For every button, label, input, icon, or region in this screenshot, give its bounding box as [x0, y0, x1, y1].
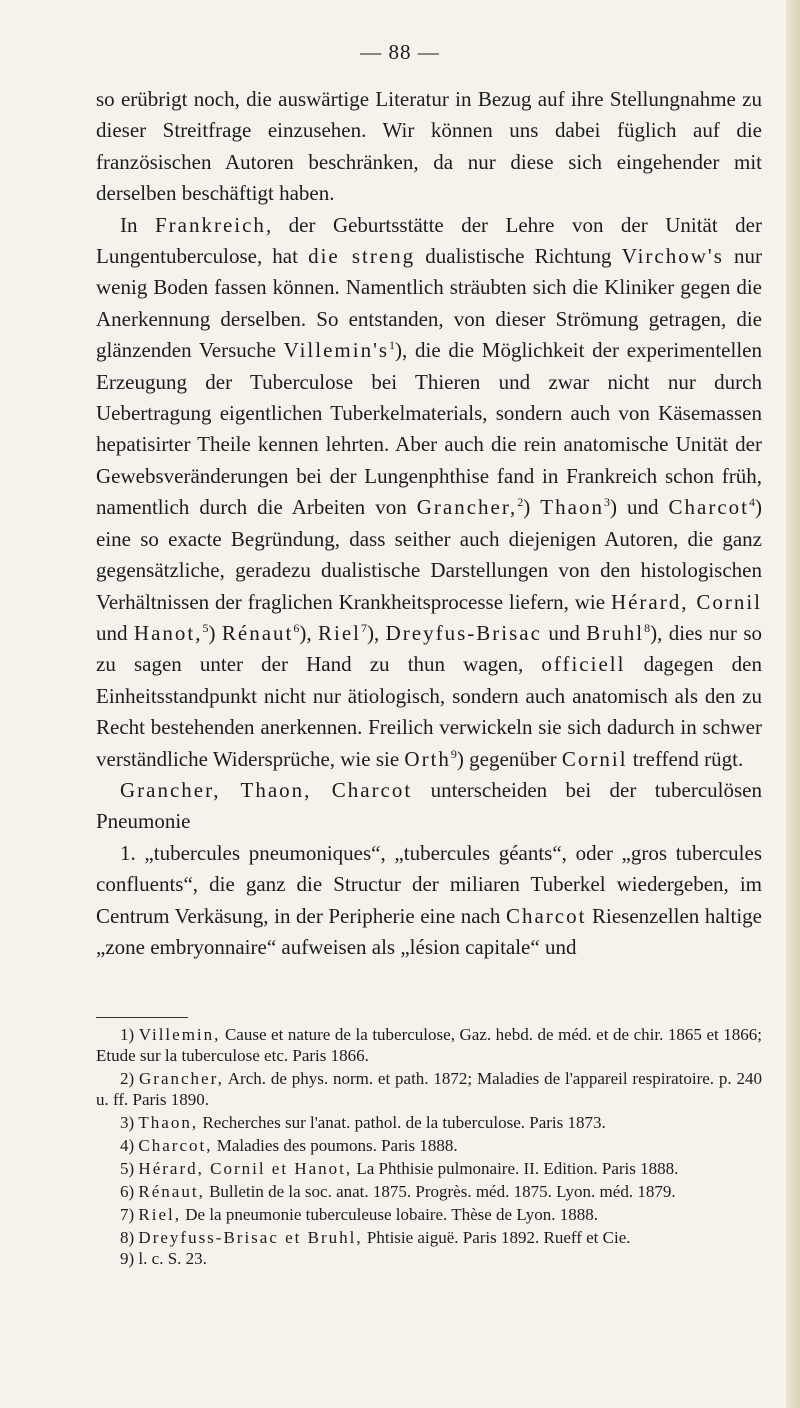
footnote-rule — [96, 1017, 188, 1018]
footnote-author: Dreyfuss-Brisac et Bruhl, — [138, 1228, 363, 1247]
footnote-author: Villemin, — [138, 1025, 221, 1044]
footnote-text: Bulletin de la soc. anat. 1875. Progrès. méd. 1875. Lyon. méd. 1879. — [204, 1182, 676, 1201]
text-run: ) gegenüber — [456, 746, 562, 771]
footnote-number: 7) — [120, 1205, 135, 1224]
footnote-3 — [96, 1112, 762, 1133]
text-run: ) eine so exacte Begründung, dass seither auch diejenigen Autoren, die ganz gegensätzliche, geradezu dualistische Darstellungen von den histologischen Verhältnissen der fraglichen Krankheitsprocesse liefern, wie — [96, 495, 762, 614]
author-virchow: Virchow's — [621, 244, 724, 269]
author-thaon: Thaon — [540, 495, 604, 520]
footnote-number: 6) — [120, 1182, 135, 1201]
text-run: ), — [299, 620, 318, 645]
text-run: ) — [523, 495, 541, 520]
footnote-ref-2: 2 — [517, 495, 524, 510]
paragraph-2 — [96, 210, 762, 775]
text-run: In — [120, 212, 155, 237]
author-riel: Riel — [318, 620, 361, 645]
footnote-6 — [96, 1181, 762, 1202]
author-grancher: Grancher, — [416, 495, 518, 520]
paragraph-4 — [96, 838, 762, 964]
footnote-ref-5: 5 — [202, 620, 209, 635]
text-run: dualistische Richtung — [415, 244, 622, 269]
footnote-text: De la pneumonie tuberculeuse lobaire. Thèse de Lyon. 1888. — [181, 1205, 599, 1224]
text-run: Riesenzellen haltige „zone embryonnaire“ aufweisen als „lésion capitale“ und — [96, 903, 762, 959]
emphasis-streng: die streng — [308, 244, 416, 269]
footnote-text: Phtisie aiguë. Paris 1892. Rueff et Cie. — [362, 1228, 631, 1247]
text-run: , der Geburtsstätte der Lehre von der Unität der Lungentuberculose, hat — [96, 212, 762, 269]
footnote-ref-9: 9 — [450, 746, 457, 761]
paragraph-1-text: so erübrigt noch, die auswärtige Literatur in Bezug auf ihre Stellungnahme zu dieser Streitfrage einzusehen. Wir können uns dabei füglich auf die französischen Autoren beschränken, da nur diese sich eingehender mit derselben beschäftigt haben. — [96, 87, 762, 206]
footnote-author: Riel, — [138, 1205, 182, 1224]
footnote-4 — [96, 1135, 762, 1156]
author-bruhl: Bruhl — [586, 620, 645, 645]
footnote-5 — [96, 1158, 762, 1179]
footnote-ref-6: 6 — [293, 620, 300, 635]
text-run: und — [96, 620, 134, 645]
page-number: — 88 — — [360, 40, 440, 64]
text-run: dagegen den Einheitsstandpunkt nicht nur ätiologisch, sondern auch anatomisch als den zu Recht bestehenden anerkennen. Freilich verwickeln sie sich dadurch in schwer verständliche Widersprüche, wie sie — [96, 652, 762, 771]
author-orth: Orth — [404, 746, 451, 771]
footnote-author: Rénaut, — [138, 1182, 205, 1201]
text-run: unterscheiden bei der tuberculösen Pneumonie — [96, 777, 762, 834]
footnote-number: 1) — [120, 1025, 135, 1044]
author-renaut: Rénaut — [221, 620, 294, 645]
author-herard-cornil: Hérard, Cornil — [610, 589, 762, 614]
author-villemin: Villemin's — [283, 338, 390, 363]
authors-grancher-thaon-charcot: Grancher, Thaon, Charcot — [120, 777, 413, 802]
footnote-author: Thaon, — [138, 1113, 199, 1132]
footnote-text: Maladies des poumons. Paris 1888. — [212, 1136, 458, 1155]
footnote-text: Cause et nature de la tuberculose, Gaz. hebd. de méd. et de chir. 1865 et 1866; Etude sur la tuberculose etc. Paris 1866. — [96, 1025, 762, 1065]
footnote-number: 5) — [120, 1159, 135, 1178]
footnote-number: 8) — [120, 1228, 135, 1247]
footnote-text: Arch. de phys. norm. et path. 1872; Maladies de l'appareil respiratoire. p. 240 u. ff. Paris 1890. — [96, 1069, 763, 1109]
text-run: ) und — [609, 495, 669, 520]
footnote-text: Recherches sur l'anat. pathol. de la tuberculose. Paris 1873. — [198, 1113, 606, 1132]
author-charcot: Charcot — [668, 495, 749, 520]
text-run: ), dies nur so zu sagen unter der Hand zu thun wagen, — [96, 620, 762, 677]
footnote-author: Grancher, — [139, 1069, 224, 1088]
text-run: und — [541, 620, 587, 645]
text-run: ), die die Möglichkeit der experimentellen Erzeugung der Tuberculose bei Thieren und zwar nicht nur durch Uebertragung eigentlichen Tuberkelmaterials, sondern auch von Käsemassen hepatisirter Theile kennen lehrten. Aber auch die rein anatomische Unität der Gewebsveränderungen bei der Lungenphthise fand in Frankreich schon früh, namentlich durch die Arbeiten von — [96, 338, 762, 520]
text-run: treffend rügt. — [627, 746, 744, 771]
paragraph-3 — [96, 775, 762, 838]
footnote-text: l. c. S. 23. — [134, 1249, 207, 1268]
footnote-ref-3: 3 — [603, 495, 610, 510]
footnote-number: 9) — [120, 1249, 135, 1268]
footnote-ref-8: 8 — [644, 620, 651, 635]
text-run: ), — [367, 620, 386, 645]
country-frankreich: Frankreich — [154, 212, 266, 237]
footnote-7 — [96, 1204, 762, 1225]
text-run: nur wenig Boden fassen können. Namentlich sträubten sich die Kliniker gegen die Anerkennung derselben. So entstanden, von dieser Strömung getragen, die glänzenden Versuche — [96, 244, 762, 363]
footnote-number: 3) — [120, 1113, 135, 1132]
footnote-text: La Phthisie pulmonaire. II. Edition. Paris 1888. — [352, 1159, 679, 1178]
author-charcot-2: Charcot — [505, 903, 587, 928]
author-dreyfus-brisac: Dreyfus-Brisac — [385, 620, 542, 645]
footnote-number: 4) — [120, 1136, 135, 1155]
footnote-ref-7: 7 — [361, 620, 367, 635]
footnote-ref-4: 4 — [749, 495, 755, 510]
footnote-number: 2) — [120, 1069, 135, 1088]
emphasis-officiell: officiell — [541, 652, 626, 677]
author-cornil: Cornil — [561, 746, 628, 771]
footnote-author: Charcot, — [138, 1136, 213, 1155]
text-run: 1. „tubercules pneumoniques“, „tubercules géants“, oder „gros tubercules confluents“, die ganz die Structur der miliaren Tuberkel wiedergeben, im Centrum Verkäsung, in der Peripherie eine nach — [96, 840, 762, 928]
footnote-ref-1: 1 — [389, 338, 396, 353]
footnote-2 — [96, 1068, 762, 1110]
footnote-author: Hérard, Cornil et Hanot, — [138, 1159, 353, 1178]
footnote-8 — [96, 1227, 762, 1248]
text-run: ) — [208, 620, 222, 645]
paragraph-1 — [96, 84, 762, 210]
footnote-9 — [96, 1248, 762, 1269]
page-edge — [786, 0, 800, 1408]
author-hanot: Hanot, — [133, 620, 203, 645]
footnotes — [96, 1024, 762, 1269]
footnote-1 — [96, 1024, 762, 1066]
body-text — [96, 84, 762, 963]
